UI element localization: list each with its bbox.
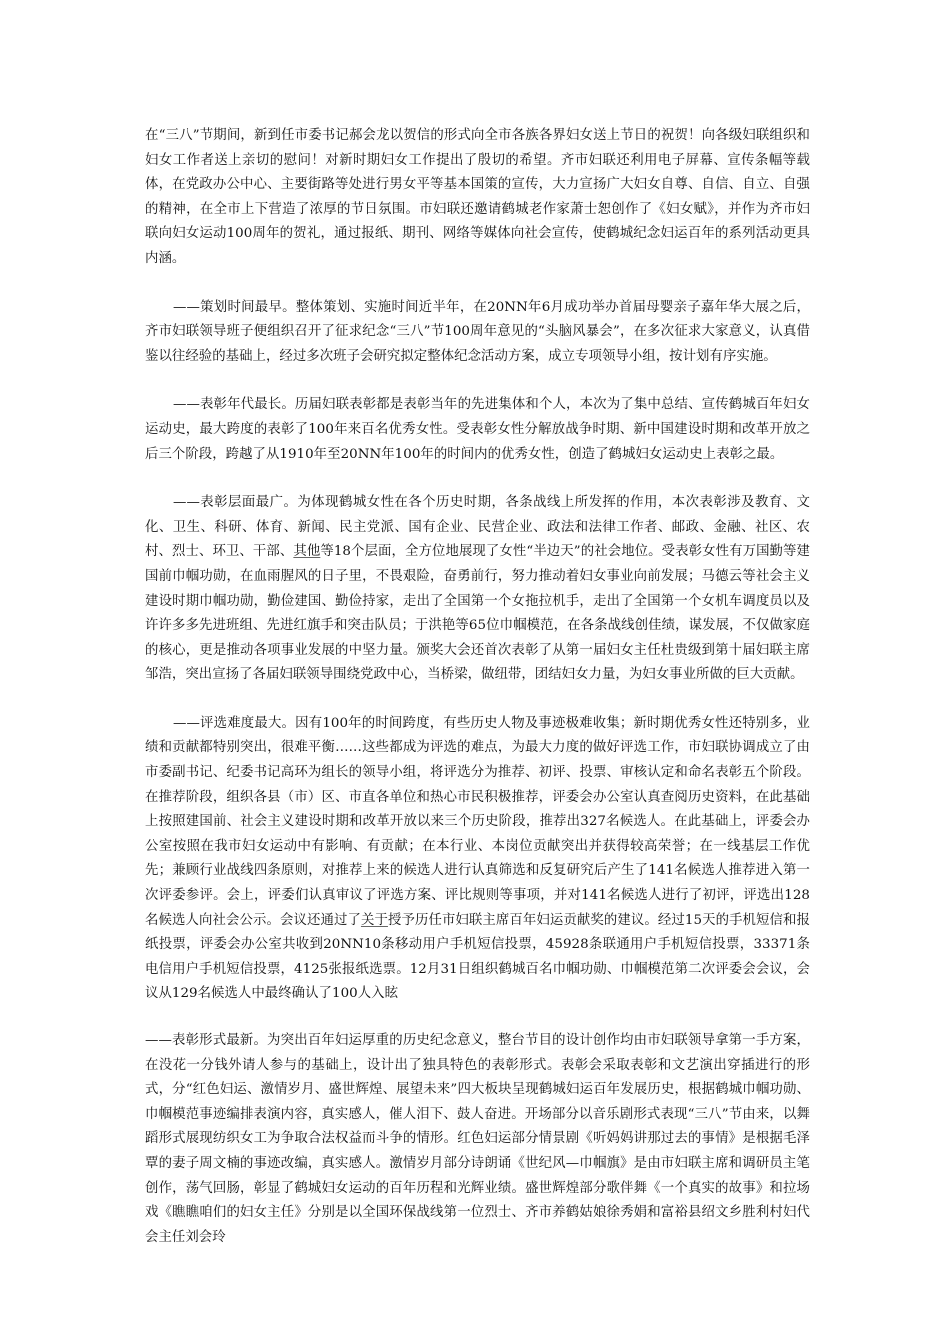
paragraph-gap: [145, 369, 810, 393]
paragraph-gap: [145, 688, 810, 712]
paragraph-gap: [145, 272, 810, 296]
paragraph-selection-text-a: ——评选难度最大。因有100年的时间跨度，有些历史人物及事迹极难收集；新时期优秀女性还特别多，业绩和贡献都特别突出，很难平衡……这些都成为评选的难点，为最大力度的做好评选工作，市妇联协调成立了由市委副书记、纪委书记高环为组长的领导小组，将评选分为推荐、初评、投票、审核认定和命名表彰五个阶段。在推荐阶段，组织各县（市）区、市直各单位和热心市民积极推荐，评委会办公室认真查阅历史资料，在此基础上按照建国前、社会主义建设时期和改革开放以来三个历史阶段，推荐出327名候选人。在此基础上，评委会办公室按照在我市妇女运动中有影响、有贡献；在本行业、本岗位贡献突出并获得较高荣誉；在一线基层工作优先；兼顾行业战线四条原则，对推荐上来的候选人进行认真筛选和反复研究后产生了141名候选人推荐进入第一次评委参评。会上，评委们认真审议了评选方案、评比规则等事项，并对141名候选人进行了初评，评选出128名候选人向社会公示。会议还通过了: [145, 715, 810, 928]
paragraph-era: ——表彰年代最长。历届妇联表彰都是表彰当年的先进集体和个人，本次为了集中总结、宣传鹤城百年妇女运动史，最大跨度的表彰了100年来百名优秀女性。受表彰女性分解放战争时期、新中国建设时期和改革开放之后三个阶段，跨越了从1910年至20NN年100年的时间内的优秀女性，创造了鹤城妇女运动史上表彰之最。: [145, 397, 810, 462]
paragraph-scope-text-a: ——表彰层面最广。为体现鹤城女性在各个历史时期，各条战线上所发挥的作用，本次表彰涉及教育、文化、卫生、科研、体育、新闻、民主党派、国有企业、民营企业、政法和法律工作者、邮政、金融、社区、农村、烈士、环卫、干部、: [145, 495, 810, 560]
paragraph-scope-text-b: 等18个层面，全方位地展现了女性“半边天”的社会地位。受表彰女性有万国勤等建国前巾帼功勋，在血雨腥风的日子里，不畏艰险，奋勇前行，努力推动着妇女事业向前发展；马德云等社会主义建设时期巾帼功勋，勤俭建国、勤俭持家，走出了全国第一个女拖拉机手，走出了全国第一个女机车调度员以及许许多多先进班组、先进红旗手和突击队员；于洪艳等65位巾帼模范，在各条战线创佳绩，谋发展，不仅做家庭的核心，更是推动各项事业发展的中坚力量。颁奖大会还首次表彰了从第一届妇女主任杜贵级到第十届妇联主席邹浩，突出宣扬了各届妇联领导围绕党政中心，当桥梁，做纽带，团结妇女力量，为妇女事业所做的巨大贡献。: [145, 544, 810, 683]
paragraph-selection-text-b: 授予历任市妇联主席百年妇运贡献奖的建议。经过15天的手机短信和报纸投票，评委会办公室共收到20NN10条移动用户手机短信投票，45928条联通用户手机短信投票，33371条电信用户手机短信投票，4125张报纸选票。12月31日组织鹤城百名巾帼功勋、巾帼模范第二次评委会会议，会议从129名候选人中最终确认了100人入眩: [145, 912, 810, 1002]
underlined-word: 关于: [360, 912, 388, 928]
paragraph-selection: [145, 712, 810, 1007]
underlined-word: 其他: [293, 544, 321, 560]
paragraph-planning: ——策划时间最早。整体策划、实施时间近半年，在20NN年6月成功举办首届母婴亲子嘉年华大展之后，齐市妇联领导班子便组织召开了征求纪念“三八”节100周年意见的“头脑风暴会”，在多次征求大家意义，认真借鉴以往经验的基础上，经过多次班子会研究拟定整体纪念活动方案，成立专项领导小组，按计划有序实施。: [145, 299, 810, 364]
paragraph-scope: [145, 491, 810, 688]
paragraph-1: 在“三八”节期间，新到任市委书记郝会龙以贺信的形式向全市各族各界妇女送上节日的祝贺！向各级妇联组织和妇女工作者送上亲切的慰问！对新时期妇女工作提出了殷切的希望。齐市妇联还利用电子屏幕、宣传条幅等载体，在党政办公中心、主要街路等处进行男女平等基本国策的宣传，大力宣扬广大妇女自尊、自信、自立、自强的精神，在全市上下营造了浓厚的节日氛围。市妇联还邀请鹤城老作家萧士恕创作了《妇女赋》，并作为齐市妇联向妇女运动100周年的贺礼，通过报纸、期刊、网络等媒体向社会宣传，使鹤城纪念妇运百年的系列活动更具内涵。: [145, 128, 810, 266]
document-page: [145, 124, 810, 1250]
paragraph-gap: [145, 1007, 810, 1029]
paragraph-format: ——表彰形式最新。为突出百年妇运厚重的历史纪念意义，整台节目的设计创作均由市妇联领导拿第一手方案，在没花一分钱外请人参与的基础上，设计出了独具特色的表彰形式。表彰会采取表彰和文艺演出穿插进行的形式，分“红色妇运、激情岁月、盛世辉煌、展望未来”四大板块呈现鹤城妇运百年发展历史，根据鹤城巾帼功勋、巾帼模范事迹编排表演内容，真实感人，催人泪下、鼓人奋进。开场部分以音乐剧形式表现“三八”节由来，以舞蹈形式展现纺织女工为争取合法权益而斗争的情形。红色妇运部分情景剧《听妈妈讲那过去的事情》是根据毛泽覃的妻子周文楠的事迹改编，真实感人。激情岁月部分诗朗诵《世纪风—巾帼旗》是由市妇联主席和调研员主笔创作，荡气回肠，彰显了鹤城妇女运动的百年历程和光辉业绩。盛世辉煌部分歌伴舞《一个真实的故事》和拉场戏《瞧瞧咱们的妇女主任》分别是以全国环保战线第一位烈士、齐市养鹤姑娘徐秀娟和富裕县绍文乡胜利村妇代会主任刘会玲: [145, 1033, 810, 1245]
paragraph-gap: [145, 467, 810, 491]
